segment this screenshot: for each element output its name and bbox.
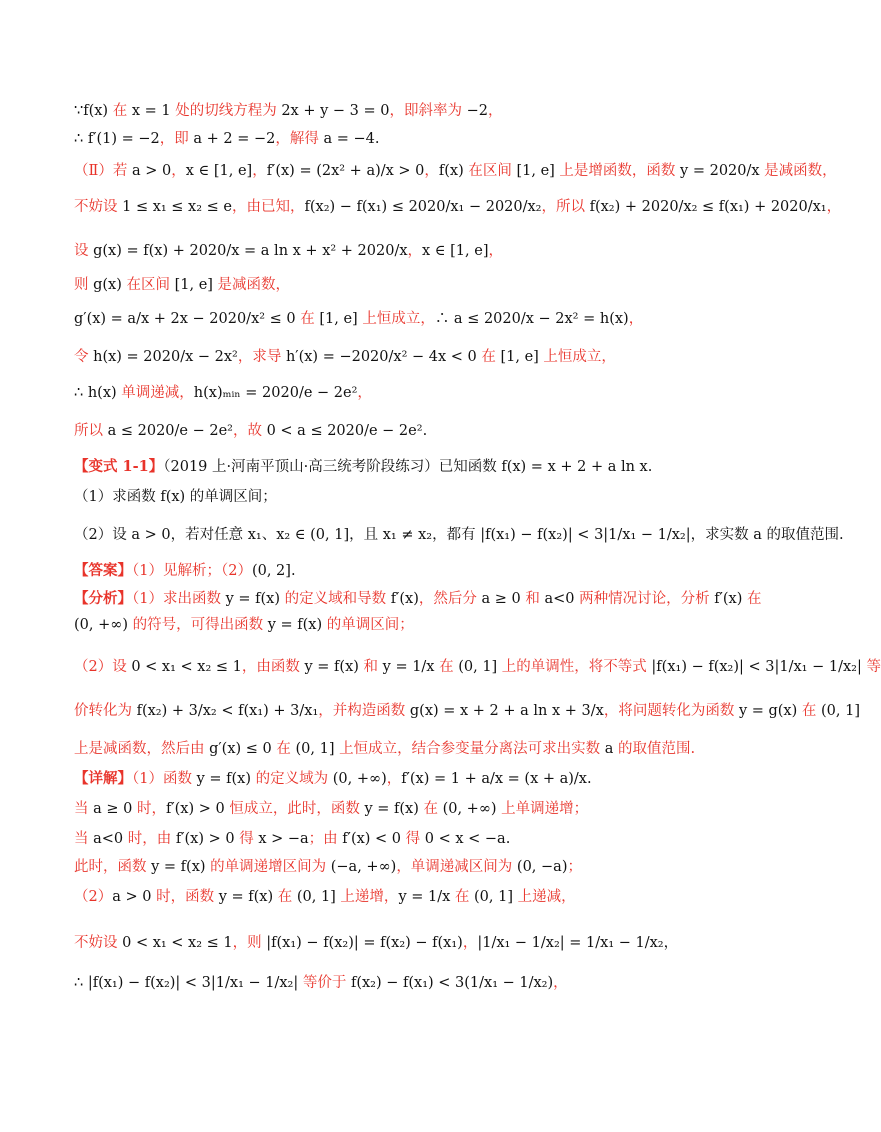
text-segment: ，: [252, 163, 267, 179]
math-expression: y = f(x): [151, 859, 206, 875]
math-expression: f(x₂) − f(x₁) ≤ 2020/x₁ − 2020/x₂: [304, 199, 542, 215]
text-line: [74, 972, 760, 994]
text-line: [74, 700, 860, 722]
math-expression: f(x) = x + 2 + a ln x: [501, 459, 648, 475]
text-segment: 在区间: [121, 277, 175, 293]
text-segment: 价转化为: [74, 703, 137, 719]
text-segment: ，: [171, 163, 186, 179]
text-segment: ，由函数: [241, 659, 305, 675]
text-segment: ，: [357, 385, 372, 401]
math-expression: g′(x) ≤ 0: [209, 741, 272, 757]
text-segment: 上单调递增；: [496, 801, 589, 817]
text-segment: 在: [434, 659, 459, 675]
math-expression: (−a, +∞): [330, 859, 397, 875]
math-expression: ，: [663, 935, 679, 951]
math-expression: y = 1/x: [398, 889, 451, 905]
text-segment: 恒成立，此时，函数: [224, 801, 365, 817]
text-segment: ，则: [232, 935, 267, 951]
text-segment: ，: [628, 311, 644, 327]
math-expression: [1, e]: [516, 163, 555, 179]
math-expression: a: [604, 741, 614, 757]
text-segment: 在: [271, 741, 296, 757]
math-expression: .: [505, 831, 511, 847]
text-segment: 上递增，: [335, 889, 399, 905]
text-segment: 在: [476, 349, 501, 365]
text-segment: ，所以: [541, 199, 590, 215]
text-segment: 上恒成立，: [357, 311, 435, 327]
text-segment: ，: [462, 935, 478, 951]
math-expression: |f(x₁) − f(x₂)| = f(x₂) − f(x₁): [266, 935, 463, 951]
math-expression: ∴ f′(1) = −2: [74, 131, 160, 147]
text-segment: ，将问题转化为函数: [603, 703, 739, 719]
math-expression: (0, 1]: [458, 659, 498, 675]
text-line: [74, 420, 760, 442]
math-expression: a<0: [544, 591, 575, 607]
math-expression: f(x₂) + 2020/x₂ ≤ f(x₁) + 2020/x₁: [589, 199, 827, 215]
text-line: [74, 128, 760, 150]
math-expression: x ∈ [1, e]: [185, 163, 253, 179]
math-expression: −2: [466, 103, 488, 119]
math-expression: .: [422, 423, 428, 439]
math-expression: f(x₂) − f(x₁) < 3(1/x₁ − 1/x₂): [350, 975, 554, 991]
math-expression: a > 0: [112, 889, 152, 905]
text-segment: 的取值范围.: [613, 741, 696, 757]
math-expression: [1, e]: [319, 311, 358, 327]
text-segment: 不妨设: [74, 935, 123, 951]
math-expression: .: [587, 771, 592, 787]
text-segment: 和: [358, 659, 383, 675]
text-line: [74, 524, 844, 546]
math-expression: f′(x): [390, 591, 419, 607]
text-segment: 不妨设: [74, 199, 123, 215]
math-expression: f′(x): [714, 591, 743, 607]
math-expression: a ≥ 0: [481, 591, 521, 607]
text-segment: ，并构造函数: [318, 703, 410, 719]
math-expression: a ≤ 2020/e − 2e²: [107, 423, 233, 439]
math-expression: g(x) = x + 2 + a ln x + 3/x: [409, 703, 604, 719]
text-line: [74, 886, 760, 908]
math-expression: .: [374, 131, 380, 147]
text-segment: 上恒成立，结合参变量分离法可求出实数: [334, 741, 605, 757]
math-expression: a ≥ 0: [93, 801, 133, 817]
math-expression: f(x₂) + 3/x₂ < f(x₁) + 3/x₁: [136, 703, 319, 719]
text-line: [74, 382, 760, 404]
text-segment: 在: [273, 889, 297, 905]
text-segment: ，: [487, 103, 503, 119]
math-expression: y = 2020/x: [680, 163, 760, 179]
text-segment: ，即斜率为: [389, 103, 467, 119]
text-segment: 在: [295, 311, 320, 327]
text-segment: 设: [74, 243, 94, 259]
text-segment: 在: [108, 103, 132, 119]
text-segment: 两种情况讨论，分析: [574, 591, 715, 607]
math-expression: x₁ ≠ x₂: [382, 527, 433, 543]
math-expression: y = f(x): [218, 889, 274, 905]
text-segment: 时，: [132, 801, 166, 817]
text-segment: 等价于: [298, 975, 351, 991]
math-expression: x₁: [247, 527, 262, 543]
text-segment: ，: [488, 243, 503, 259]
text-line: [74, 346, 760, 368]
text-line: [74, 932, 760, 954]
text-line: [74, 308, 760, 330]
math-expression: 2x + y − 3 = 0: [281, 103, 390, 119]
math-expression: a + 2 = −2: [193, 131, 276, 147]
text-segment: 等: [861, 659, 881, 675]
math-expression: ，若对任意: [170, 527, 248, 543]
text-line: [74, 486, 760, 508]
math-expression: g′(x) = a/x + 2x − 2020/x² ≤ 0: [74, 311, 296, 327]
text-segment: 时，函数: [151, 889, 219, 905]
text-segment: ，单调递减区间为: [396, 859, 517, 875]
math-expression: f(x): [438, 163, 464, 179]
math-expression: g(x) = f(x) + 2020/x = a ln x + x² + 2020/x: [93, 243, 408, 259]
text-segment: （2）设: [74, 659, 132, 675]
math-expression: h(x)ₘᵢₙ = 2020/e − 2e²: [193, 385, 358, 401]
text-segment: 上递减，: [513, 889, 576, 905]
text-segment: 在: [418, 801, 443, 817]
math-expression: 的取值范围.: [761, 527, 844, 543]
math-expression: f′(x) > 0: [165, 801, 225, 817]
math-expression: (0, −a): [516, 859, 568, 875]
text-segment: 当: [74, 801, 94, 817]
text-segment: （1）求出函数: [132, 591, 226, 607]
math-expression: 0 < x₁ < x₂ ≤ 1: [131, 659, 242, 675]
math-expression: a > 0: [131, 527, 171, 543]
math-expression: [1, e]: [174, 277, 213, 293]
text-line: [74, 196, 842, 218]
math-expression: (0, 1]: [474, 889, 513, 905]
text-segment: 处的切线方程为: [170, 103, 282, 119]
math-expression: x₂ ∈ (0, 1]: [276, 527, 350, 543]
math-expression: f′(x) < 0: [342, 831, 402, 847]
math-expression: (0, 1]: [821, 703, 860, 719]
section-label: 【变式 1-1】: [74, 458, 164, 475]
text-segment: ，解得: [275, 131, 324, 147]
text-segment: 上是增函数，函数: [554, 163, 681, 179]
text-segment: 的单调递增区间为: [205, 859, 331, 875]
math-expression: 0 < a ≤ 2020/e − 2e²: [266, 423, 423, 439]
math-expression: （2）设: [74, 527, 132, 543]
math-expression: (0, 1]: [295, 741, 335, 757]
math-expression: ，且: [349, 527, 383, 543]
math-expression: .: [290, 563, 296, 579]
text-line: [74, 656, 881, 678]
text-segment: 上的单调性，将不等式: [497, 659, 652, 675]
text-segment: ，: [826, 199, 842, 215]
math-expression: ，求实数: [690, 527, 754, 543]
text-line: [74, 100, 760, 122]
text-segment: 在: [450, 889, 475, 905]
text-line: [74, 856, 760, 878]
math-expression: x ∈ [1, e]: [422, 243, 489, 259]
text-segment: 的定义域为: [251, 771, 333, 787]
math-expression: y = f(x): [196, 771, 252, 787]
text-segment: 在区间: [463, 163, 517, 179]
math-expression: (0, +∞): [442, 801, 497, 817]
text-segment: ，求导: [237, 349, 286, 365]
text-segment: 单调递减，: [116, 385, 194, 401]
math-expression: 0 < x < −a: [424, 831, 506, 847]
math-expression: （1）求函数: [74, 489, 161, 505]
math-expression: |f(x₁) − f(x₂)| < 3|1/x₁ − 1/x₂|: [480, 527, 691, 543]
text-line: [74, 560, 760, 582]
math-expression: |1/x₁ − 1/x₂| = 1/x₁ − 1/x₂: [477, 935, 664, 951]
text-line: [74, 738, 760, 760]
text-segment: 此时，函数: [74, 859, 152, 875]
math-expression: f′(x) = (2x² + a)/x > 0: [266, 163, 425, 179]
math-expression: (0, +∞): [332, 771, 387, 787]
math-expression: (0, 1]: [296, 889, 336, 905]
text-line: [74, 588, 760, 610]
math-expression: ∴ a ≤ 2020/x − 2x² = h(x): [434, 311, 629, 327]
text-segment: ，然后分: [418, 591, 482, 607]
text-segment: 上恒成立，: [538, 349, 616, 365]
text-segment: （2）: [74, 889, 113, 905]
math-expression: h(x) = 2020/x − 2x²: [93, 349, 238, 365]
text-line: [74, 768, 760, 790]
text-segment: ；: [567, 859, 582, 875]
section-label: 【答案】: [74, 562, 132, 579]
text-segment: 令: [74, 349, 94, 365]
text-segment: 的符号，可得出函数: [128, 617, 268, 633]
section-label: 【分析】: [74, 590, 132, 607]
text-line: [74, 240, 760, 262]
text-segment: 得: [401, 831, 425, 847]
math-expression: |f(x₁) − f(x₂)| < 3|1/x₁ − 1/x₂|: [651, 659, 862, 675]
math-expression: x = 1: [131, 103, 171, 119]
math-expression: y = f(x): [267, 617, 323, 633]
math-expression: (0, 2]: [251, 563, 291, 579]
text-segment: ，故: [232, 423, 267, 439]
math-expression: ∴ h(x): [74, 385, 117, 401]
text-segment: ，: [553, 975, 568, 991]
math-expression: a = −4: [323, 131, 375, 147]
math-expression: [1, e]: [500, 349, 539, 365]
text-segment: 时，由: [123, 831, 176, 847]
text-segment: 上是减函数，然后由: [74, 741, 210, 757]
math-expression: 1 ≤ x₁ ≤ x₂ ≤ e: [122, 199, 232, 215]
text-segment: （Ⅱ）若: [74, 163, 132, 179]
math-expression: g(x): [93, 277, 122, 293]
math-expression: ，都有: [432, 527, 481, 543]
math-expression: a: [753, 527, 762, 543]
math-expression: 、: [261, 527, 277, 543]
math-expression: 0 < x₁ < x₂ ≤ 1: [122, 935, 233, 951]
math-expression: ∴ |f(x₁) − f(x₂)| < 3|1/x₁ − 1/x₂|: [74, 975, 299, 991]
text-segment: 的单调区间；: [322, 617, 414, 633]
section-label: 【详解】: [74, 770, 132, 787]
text-line: [74, 160, 837, 182]
text-line: [74, 798, 760, 820]
text-line: [74, 614, 760, 636]
math-expression: (0, +∞): [74, 617, 128, 633]
math-expression: ∵f(x): [74, 103, 109, 119]
math-expression: a > 0: [131, 163, 172, 179]
math-expression: 的单调区间；: [185, 489, 277, 505]
text-line: [74, 828, 760, 850]
text-segment: 则: [74, 277, 94, 293]
math-expression: a<0: [93, 831, 124, 847]
math-expression: f′(x) > 0: [175, 831, 235, 847]
text-segment: 当: [74, 831, 94, 847]
text-segment: ，: [424, 163, 439, 179]
math-expression: x > −a: [258, 831, 309, 847]
text-segment: 在: [742, 591, 762, 607]
text-segment: 和: [520, 591, 545, 607]
text-segment: ，即: [159, 131, 194, 147]
text-segment: 是减函数，: [212, 277, 291, 293]
text-segment: 在: [797, 703, 821, 719]
math-expression: h′(x) = −2020/x² − 4x < 0: [285, 349, 477, 365]
text-segment: （1）见解析；（2）: [132, 563, 252, 579]
text-segment: ；由: [308, 831, 343, 847]
text-line: [74, 456, 760, 478]
math-expression: y = 1/x: [382, 659, 435, 675]
math-expression: y = g(x): [738, 703, 798, 719]
math-expression: .: [647, 459, 653, 475]
math-expression: y = f(x): [364, 801, 419, 817]
math-expression: y = f(x): [225, 591, 281, 607]
text-segment: 的定义域和导数: [280, 591, 391, 607]
math-expression: （2019 上·河南平顶山·高三统考阶段练习）已知函数: [163, 459, 502, 475]
math-expression: f(x): [160, 489, 186, 505]
text-segment: 所以: [74, 423, 108, 439]
text-segment: ，: [407, 243, 423, 259]
math-expression: y = f(x): [304, 659, 359, 675]
text-line: [74, 274, 760, 296]
text-segment: 是减函数，: [759, 163, 837, 179]
math-expression: f′(x) = 1 + a/x = (x + a)/x: [401, 771, 587, 787]
text-segment: ，由已知，: [232, 199, 305, 215]
text-segment: 得: [234, 831, 259, 847]
text-segment: ，: [386, 771, 402, 787]
text-segment: （1）函数: [132, 771, 197, 787]
